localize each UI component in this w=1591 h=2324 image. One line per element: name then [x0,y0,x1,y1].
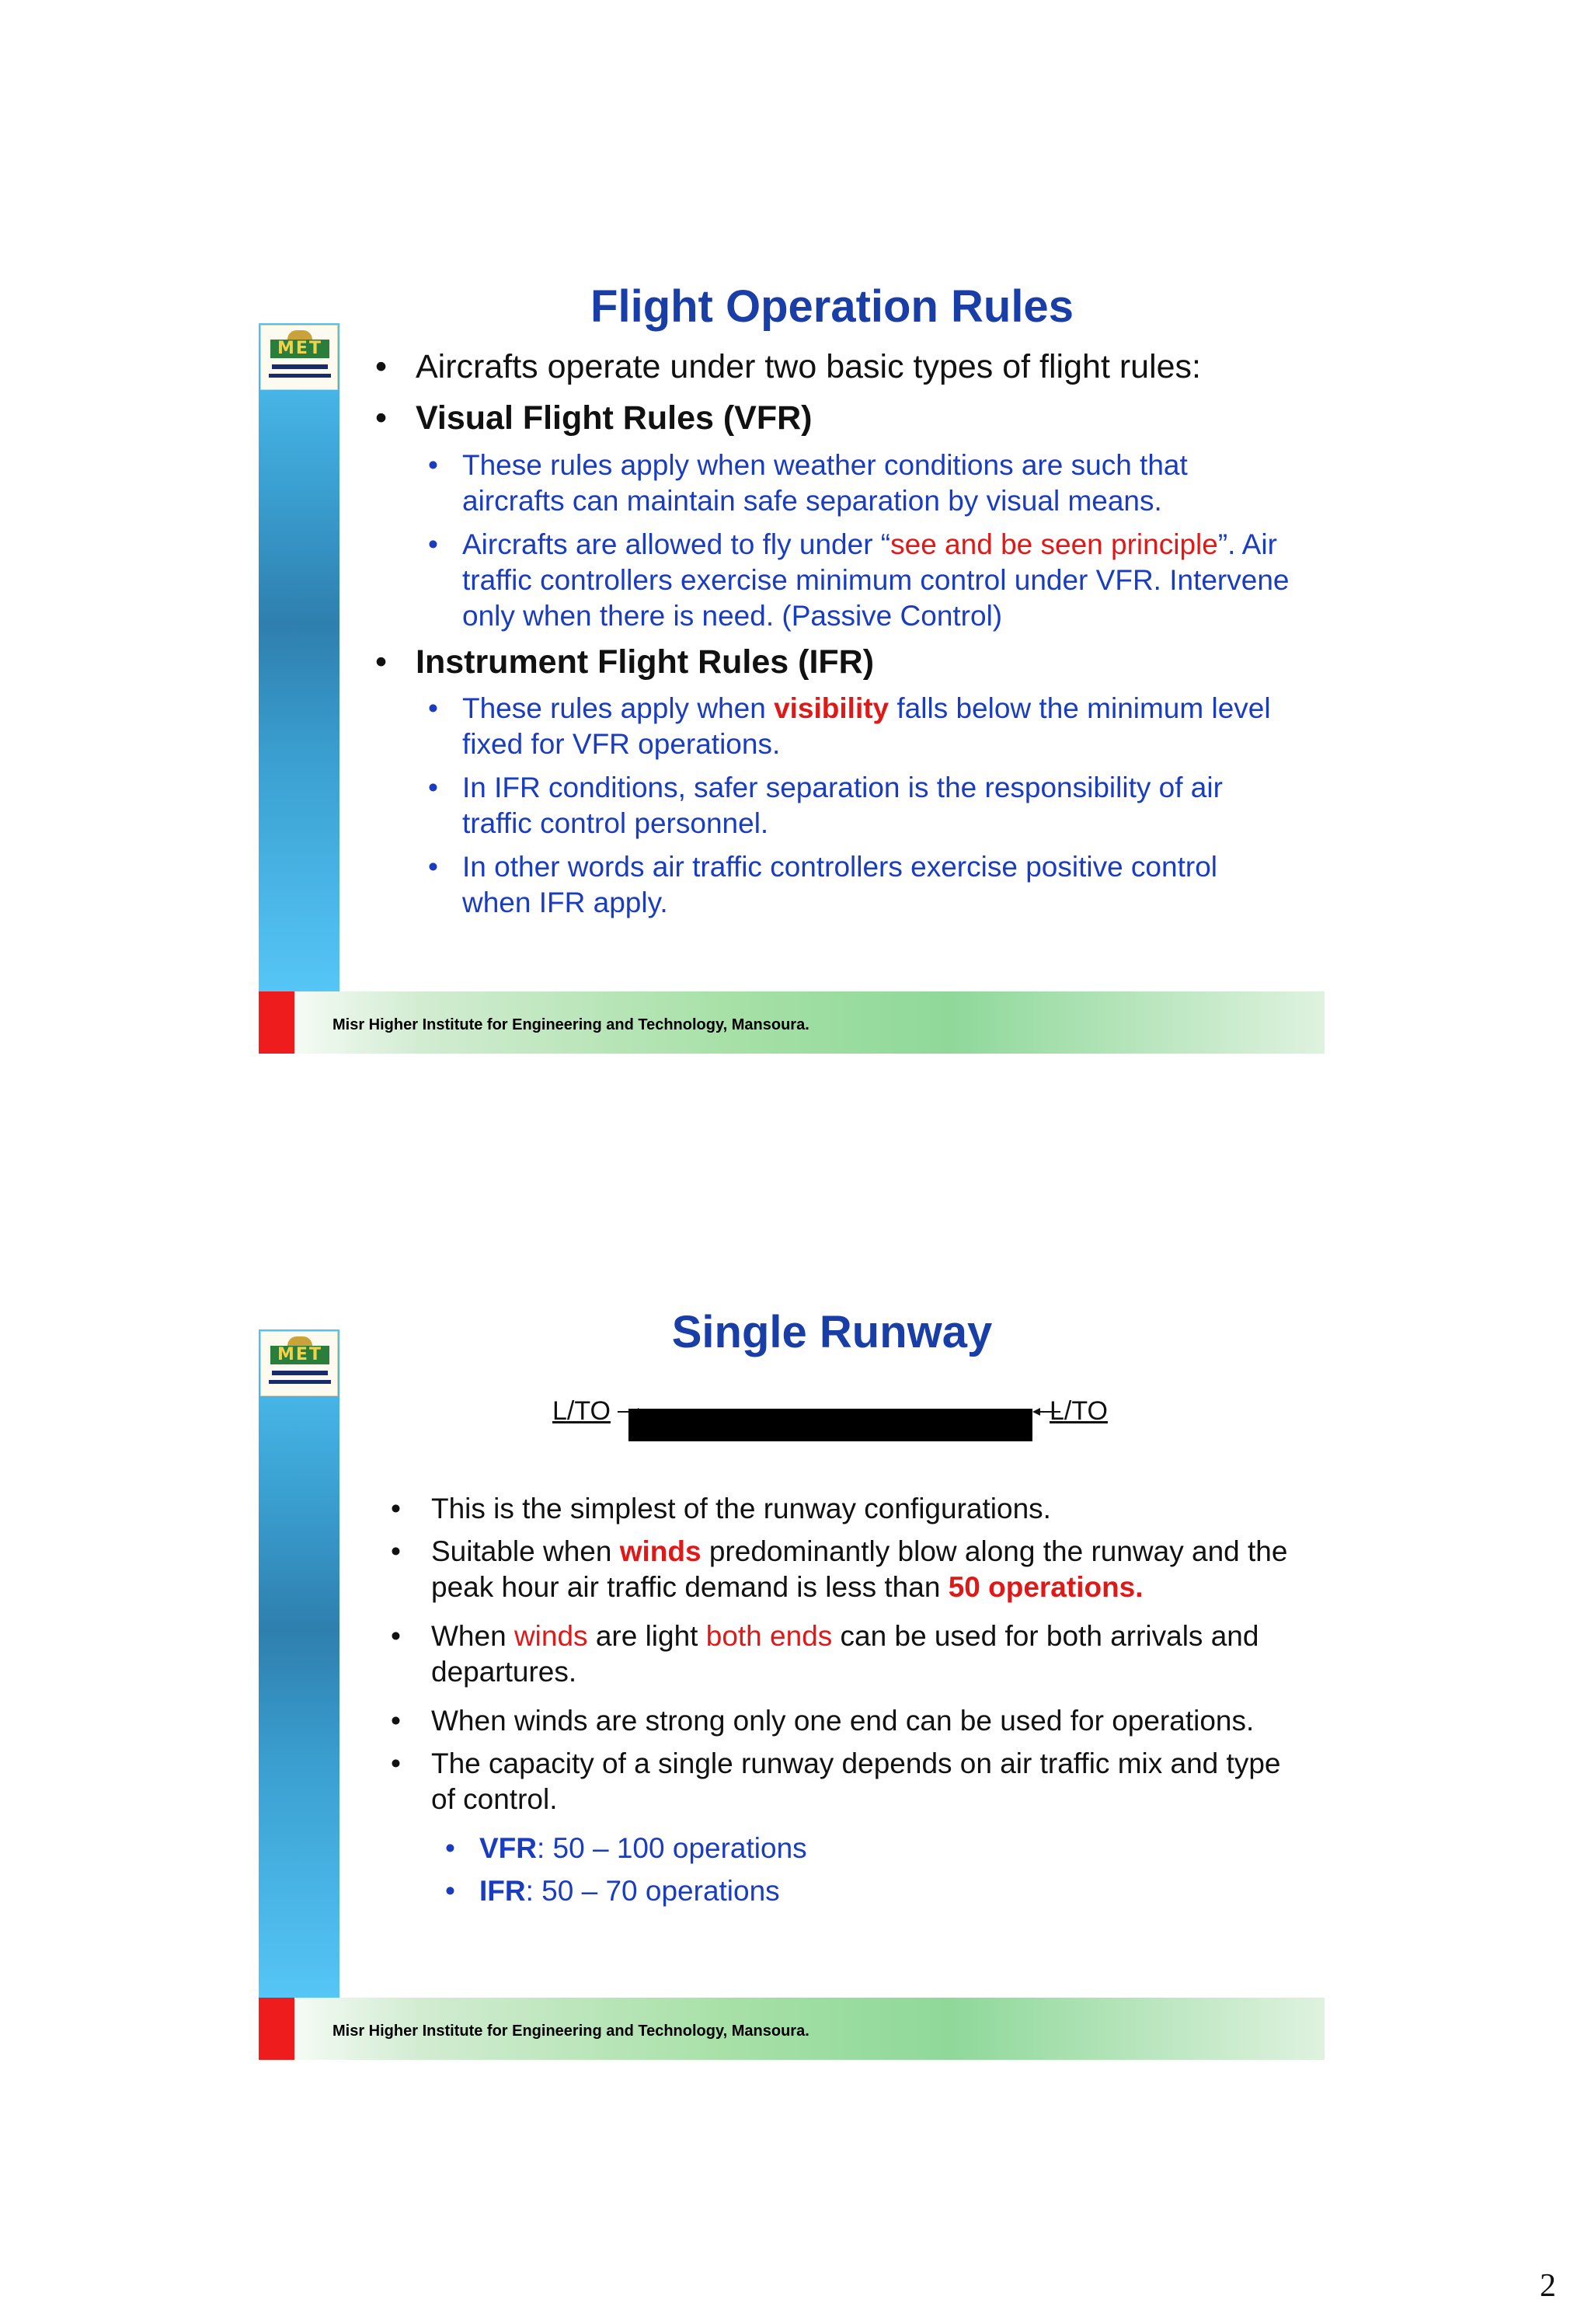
bullet-ifr-2 [428,770,1306,841]
met-logo [260,1331,338,1396]
runway-strip [628,1409,1032,1441]
text-segment: : 50 – 100 operations [537,1832,807,1864]
bullet-icon: • [391,1705,401,1737]
bullet-icon: • [391,1747,401,1779]
bullet-icon: • [445,1875,455,1907]
highlight-text: winds [619,1535,702,1567]
logo-line [269,374,331,378]
bullet-text: The capacity of a single runway depends on air traffic mix and type of control. [431,1747,1281,1815]
slide-sidebar [259,323,339,991]
bullet-icon: • [445,1832,455,1864]
bullet-icon: • [375,399,388,437]
highlight-text: visibility [774,692,889,724]
bullet-text: Aircrafts operate under two basic types of flight rules: [416,348,1201,385]
bullet-4 [391,1703,1307,1739]
highlight-text: see and be seen principle [890,528,1218,560]
text-segment: : 50 – 70 operations [525,1875,780,1907]
bullet-text [462,691,1309,762]
highlight-text: IFR [479,1875,526,1907]
bullet-icon: • [375,643,388,681]
runway-label-right: L/TO [1050,1396,1108,1426]
bullet-text: When winds are strong only one end can be used for operations. [431,1705,1255,1737]
highlight-text: VFR [479,1832,537,1864]
bullet-icon: • [428,449,438,481]
slide-title: Single Runway [671,1307,993,1357]
bullet-1 [391,1491,1307,1527]
bullet-icon: • [391,1620,401,1652]
bullet-icon: • [391,1535,401,1567]
bullet-text: Visual Flight Rules (VFR) [416,399,813,437]
logo-line [272,1371,328,1375]
text-segment: Suitable when [431,1535,620,1567]
text-segment: These rules apply when [462,692,775,724]
page-number: 2 [1540,2268,1556,2304]
text-segment: are light [587,1620,706,1652]
bullet-icon: • [428,692,438,724]
text-segment: falls below the minimum level fixed for VFR operations. [462,692,1271,760]
highlight-text: winds [514,1620,588,1652]
bullet-5 [391,1746,1307,1817]
bullet-vfr-2 [428,527,1306,634]
bullet-text: In other words air traffic controllers exercise positive control when IFR apply. [462,851,1217,918]
bullet-intro [375,348,1307,387]
bullet-text: This is the simplest of the runway configurations. [431,1493,1051,1524]
bullet-vfr-heading [375,399,1307,438]
slide-title: Flight Operation Rules [590,281,1074,332]
bullet-text [431,1618,1309,1690]
bullet-icon: • [375,348,388,385]
bullet-ifr-1 [428,691,1306,762]
bullet-icon: • [391,1493,401,1524]
bullet-text: In IFR conditions, safer separation is the responsibility of air traffic control personnel. [462,772,1223,839]
text-segment: When [431,1620,514,1652]
text-segment: can be used for both arrivals and departures. [431,1620,1259,1688]
text-segment: predominantly blow along the runway and the peak hour air traffic demand is less than [431,1535,1288,1603]
bullet-3 [391,1618,1307,1690]
text-segment: ”. Air traffic controllers exercise minimum control under VFR. Intervene only when there is need. (Passive Control) [462,528,1290,632]
bullet-icon: • [428,528,438,560]
footer-text: Misr Higher Institute for Engineering and Technology, Mansoura. [332,2023,809,2040]
slide-footer [259,991,1325,1054]
bullet-text: These rules apply when weather conditions are such that aircrafts can maintain safe separation by visual means. [462,449,1188,517]
slide-sidebar [259,1329,339,1998]
slide-flight-operation-rules [259,253,1325,1054]
bullet-vfr-1 [428,448,1306,519]
met-logo [260,325,338,390]
runway-label-left: L/TO [552,1396,611,1426]
logo-text: MET [270,340,329,358]
footer-red-block [259,991,294,1054]
sub-bullet-vfr [445,1831,1222,1866]
bullet-text [479,1831,1178,1866]
logo-line [272,364,328,369]
bullet-icon: • [428,772,438,803]
footer-text: Misr Higher Institute for Engineering and Technology, Mansoura. [332,1016,809,1033]
footer-red-block [259,1998,294,2060]
bullet-ifr-3 [428,849,1306,921]
slide-single-runway [259,1260,1325,2060]
text-segment: Aircrafts are allowed to fly under “ [462,528,891,560]
bullet-2 [391,1534,1307,1605]
slide-footer [259,1998,1325,2060]
bullet-text [431,1534,1309,1605]
bullet-ifr-heading [375,643,1307,682]
highlight-text: both ends [705,1620,833,1652]
bullet-icon: • [428,851,438,883]
bullet-text [479,1873,1178,1909]
logo-line [269,1380,331,1384]
sub-bullet-ifr [445,1873,1222,1909]
logo-text: MET [270,1346,329,1364]
highlight-text: 50 operations. [948,1571,1144,1603]
bullet-text [462,527,1309,634]
bullet-text: Instrument Flight Rules (IFR) [416,643,875,681]
